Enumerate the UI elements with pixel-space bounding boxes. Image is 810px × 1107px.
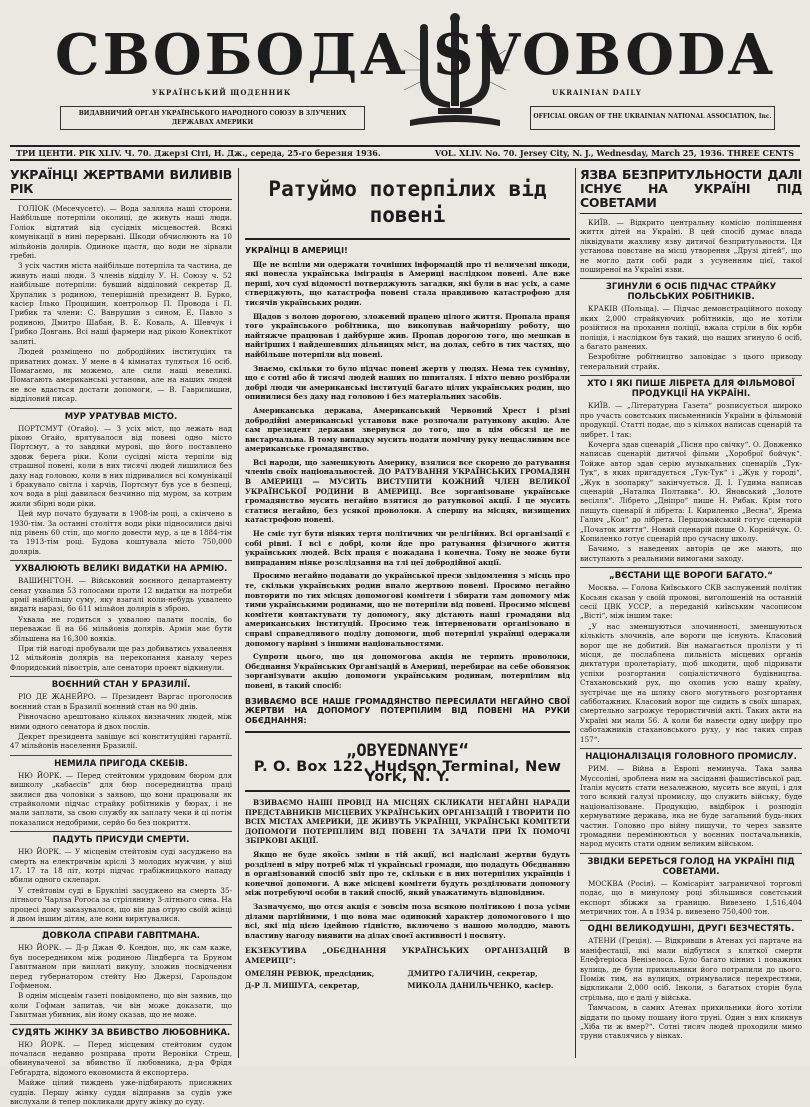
article-paragraph: РИМ. — Війна в Европі неминуча. Така заява Муссоліні, зроблена ним на засіданні фашистівської рад. Італія мусить стати незалежною, мусить все вкупі, і для того всякий галузі промислу, що служить війську, буде націоналізоване. Продукцію, ввідбірок і розподіл кермуватиме держава, яка не буде загальний будь-яких частин. Головно про війну пишучи, то через завзяте громадяни перемінюються у воєнних постачальників, народ мусить стати одним великим військом.	[580, 764, 802, 849]
appeal-paragraph: Просимо негайно подавати до української преси звідомлення з місць про те, скільки українських родин впало жертвою повені. Просимо негайно повторити по тих місцях допомогові комітети і збирати там допомогу між тими українськими родинами, що не потерпіли від повені. Просимо місцеві комітети контактувати ту допомогу, яку дістають наші громадяни від американських інституцій. Просимо теж інтервеновати організовано в справі справедливого поділу допомоги, щоб потерпілі українці одержали допомогу нарівні з іншими національностями.	[245, 571, 570, 648]
headline-homeless-children: ЯЗВА БЕЗПРИТУЛЬНОСТИ ДАЛІ ІСНУЄ НА УКРАЇНІ ПІД СОВЕТАМИ	[580, 168, 802, 214]
signature: Д-Р Л. МИШУГА, секретар,	[245, 981, 360, 991]
right-column	[580, 168, 802, 1058]
signatures	[245, 969, 570, 991]
headline-scabs: НЕМИЛА ПРИГОДА СКЕБІВ.	[10, 755, 232, 769]
divider	[245, 790, 570, 792]
signature: МИКОЛА ДАНИЛЬЧЕНКО, касієр.	[407, 981, 554, 991]
article-paragraph: КИЇВ. — Відкрито центральну комісію поліпшення життя дітей на Україні. В цей спосіб думає влада ліквідувати жахливу язву дитячої безпритульности. Ця установа повстане на місці утворення „Друзі дітей“, що не могло дати собі ради з усуненням цієї, такої поширеної на Україні язви.	[580, 218, 802, 275]
headline-woman-trial: СУДЯТЬ ЖІНКУ ЗА ВБИВСТВО ЛЮБОВНИКА.	[10, 1024, 232, 1038]
article-paragraph: МОСКВА (Росія). — Комісаріят заграничної торговлі подає, що в минулому році збільшився совєтський експорт збіжжя за границю. Вивезено 1,516,404 метричних тон. А в 1934 р. вивезено 750,400 тон.	[580, 878, 802, 916]
article-paragraph: КИЇВ. — „Літературна Газета“ розписується широко про участь совєтських письменників України в фільмовій продукції. Статті подає, що з кількох написав сценарій та либрет. І так:	[580, 401, 802, 439]
article-paragraph: Майже цілий тиждень уже-підбирають присяжних судців. Першу жінку суддя відправив за судів уже вислухали й тепер покликали другу жінку до суду.	[10, 1078, 232, 1107]
article-paragraph: У стейтовім суді в Брукліні засуджено на смерть 35-літнього Чарлза Рогоса за стрілянину 3-літнього сина. На процесі дому заказувалося, що він дав отрую своїй жінці й двом іншим дітям, але вони вирятувалися.	[10, 885, 232, 923]
headline-film-libretto: ХТО І ЯКІ ПИШЕ ЛІБРЕТА ДЛЯ ФІЛЬМОВОЇ ПРОДУКЦІЇ НА УКРАЇНІ.	[580, 375, 802, 399]
headline-army: УХВАЛЮЮТЬ ВЕЛИКІ ВИДАТКИ НА АРМІЮ.	[10, 560, 232, 574]
masthead-subtitle-uk: УКРАЇНСЬКИЙ ЩОДЕННИК	[152, 88, 292, 97]
headline-famine: ЗВІДКИ БЕРЕТЬСЯ ГОЛОД НА УКРАЇНІ ПІД СОВЕТАМИ.	[580, 853, 802, 877]
article-paragraph: Москва. — Голова Київського СКВ заслужений політик Косьян сказав у своїй промові, виголошеній на останній сесії ЦВК УССР, а переданій київським часописом „Вісті“, між іншим таке:	[580, 583, 802, 621]
headline-hauptmann: ДОВКОЛА СПРАВИ ГАВПТМАНА.	[10, 927, 232, 941]
headline-brazil: ВОЄННИЙ СТАН У БРАЗИЛІЇ.	[10, 676, 232, 690]
masthead-box-uk: ВИДАВНИЧИЙ ОРГАН УКРАЇНСЬКОГО НАРОДНОГО СОЮЗУ В ЗЛУЧЕНИХ ДЕРЖАВАХ АМЕРИКИ	[60, 106, 365, 130]
appeal-paragraph: Ще не вспіли ми одержати точнішиx інформацій про ті величезні шкоди, які понесла українська іміграція в Америці наслідком повені. Але вже перші, хоч сухі відомості потверджують загадки, які були в нас усіх, а саме стверджують, що катастрофа повені стала правдивою катастрофою для тисячів українських родин.	[245, 259, 570, 307]
dateline-uk: ТРИ ЦЕНТИ. РІК XLIV. Ч. 70. Джерзі Сіті, Н. Дж., середа, 25-го березня 1936.	[16, 148, 381, 158]
appeal-call: ВЗИВАЄМО ВСЕ НАШЕ ГРОМАДЯНСТВО ПЕРЕСИЛАТИ НЕГАЙНО СВОЇ ЖЕРТВИ НА ДОПОМОГУ ПОТЕРПІЛИМ ВІД ПОВЕНІ НА РУКИ ОБЄДНАННЯ:	[245, 696, 570, 725]
article-paragraph: ГОЛІОК (Месечусетс). — Вода залляла наші сторони. Найбільше потерпіли околиці, де живуть наші люди. Голіок відтятий від сусідніх місцевостей. Всякі комунікації в нині перервані. Шкоди обчислюють на 10 мільйонів долярів. Одиноке щастя, що води не зірвали гребні.	[10, 204, 232, 261]
article-paragraph: РІО ДЕ ЖАНЕЙРО. — Президент Варгас проголосив воєнний стан в Бразилії воєнний стан на 90 днів.	[10, 692, 232, 711]
article-paragraph: НЮ ЙОРК. — Перед стейтовим урядовим бюром для вишколу „кабаєсів“ для бюр посередництва праці звилися два чоловіки з заявою, що вони працювали як страйколоми підчас страйку робітників у бюрах, і не мали заплати, за свою службу як заплату чеки й ці потім показалися недобрими, серйо бо без покриття.	[10, 770, 232, 827]
appeal-body	[245, 246, 570, 991]
article-paragraph: Кочерга здав сценарій „Пісня про свічку“. О. Довженко написав сценарій дитячої фільми „Хороброї бойчук“. Тойже автор здав серію музыкальних сценаріїв „Тук-Тук“, в яких пригадується „Тук-Тук“ і „Жук у городі“, „Жук в зоопарку“ закінчується. Д. І. Гудима написав сценарій „Наталка Полтавка“. Ю. Яновський „Золоте весілля“. Лібрето „Дніпро“ пише Н. Рибак. Крім того пишуть сценарії й лібрета: І. Кириленко „Весна“, Ярема Галич „Кол“ до лібрета. Першомайський готує сценарій „Початок життя“. Новий сценарій пише О. Корнійчук. О. Копиленко готує сценарій про сучасну школу.	[580, 439, 802, 543]
article-paragraph: Тимчасом, в самих Атенах прихильники його хотіли віддати по цьому пошану його труні. Один з них кликнув „Хіба ти ж вмер?“. Сотні тисяч людей проходили мимо труни ставлячись у вінках.	[580, 1003, 802, 1041]
center-column	[245, 168, 570, 1058]
appeal-paragraph: ВЗИВАЄМО НАШІ ПРОВІД НА МІСЦЯХ СКЛИКАТИ НЕГАЙНІ НАРАДИ ПРЕДСТАВНИКІВ МІСЦЕВИХ УКРАЇНСЬКИХ ОРГАНІЗАЦІЙ І ТВОРИТИ ПО ВСІХ МІСТАХ АМЕРИКИ, ДЕ ЖИВУТЬ УКРАЇНЦІ, УКРАЇНСЬКІ КОМІТЕТИ ДОПОМОГИ ПОТЕРПІЛИМ ВІД ПОВЕНІ ТА ЗАЧАТИ ПРИ ЇХ ПОМОЧІ ЗБІРКОВІ АКЦІЇ.	[245, 798, 570, 846]
column-rule	[238, 168, 239, 1058]
article-paragraph: Бачимо, з наведених авторів це же мають, що виступають з реальними вимогами заходу.	[580, 544, 802, 563]
masthead-title-en: SVOBODA	[433, 22, 775, 88]
headline-flood-victims: УКРАЇНЦІ ЖЕРТВАМИ ВИЛИВІВ РІК	[10, 168, 232, 200]
appeal-paragraph: Якщо не буде якоїсь зміни в тій акції, всі надіслані жертви будуть розділені в міру потреб між ті українські громади, що подадуть Обєднанню в організований спосіб звіт про те, скільки є в них потерпілих українців і конечної допомоги. А вже місцеві комітети будуть розділювати допомогу між потребуючі особи в такий спосіб, який уважатимуть відповідним.	[245, 850, 570, 898]
article-paragraph: ВАШИНГТОН. — Військовий воєнного департаменту сенат ухвалив 53 голосами проти 12 видатки на потреби армії найбільшу суму, яку взагалі коли-небудь ухвалено видати наразі, бо 611 мільйон долярів в зброю.	[10, 576, 232, 614]
masthead-subtitle-en: UKRAINIAN DAILY	[552, 88, 642, 97]
article-paragraph: При тій нагоді пробували ще раз добиватись ухвалення 12 мільйонів долярів на перекопання каналу через Флоридський півострів, але сенатори проект відкинули.	[10, 644, 232, 672]
appeal-paragraph: Супроти цього, що ця допомогова акція не терпить проволоки, Обєднання Українських Організацій в Америці, перебирає на себе обовязок зорганізувати акцію допомоги українським родинам, потерпілим від повені, в такий спосіб:	[245, 652, 570, 690]
headline-enemies: „ВЄСТАНИ ЩЕ ВОРОГИ БАГАТО.“	[580, 567, 802, 581]
article-paragraph: ПОРТСМУТ (Огайо). — З усіх міст, що лежать над рікою Огайо, врятувалося від повені одно місто Портсмут, а то завдяки мурові, що його поставлено здовж берега ріки. Коли сусідні міста терпіли від страшної повені, коли в них тисячі людей лишилися без даху над головою, коли в них підривалися всі комунікації і бракувало світла і харчів, Портсмут був усе в безпеці, хоч вода в ріці давилася безчинно під муром, за котрим жили збірні води ріки.	[10, 423, 232, 508]
headline-wall: МУР УРАТУВАВ МІСТО.	[10, 408, 232, 422]
appeal-paragraph: Не сміє тут бути ніяких тертя політичних чи релігійних. Всі організації є собі рівні. І всі є добрі, коли йде про ратування фізичного життя українських людей. Всіх праця є пожадана і конечна. Тому не може бути випраданим ніяке розслідзання на тлі цеї добродійної акції.	[245, 529, 570, 567]
article-paragraph: Декрет президента завішує всі конституційні гарантії. 47 мільйонів населення Бразилії.	[10, 731, 232, 751]
article-paragraph: Цей мур почато будувати в 1908-ім році, а скінчено в 1930-тім. За останні століття води ріки підносилися двічі під рівень 60 стіп, що могло довести мур, а це в 1884-тім та 1913-тім році. Будова коштувала місто 750,000 долярів.	[10, 509, 232, 556]
masthead-box-en: OFFICIAL ORGAN OF THE UKRAINIAN NATIONAL ASSOCIATION, Inc.	[530, 106, 775, 130]
article-paragraph: В однім місцевім газеті повідомлено, що він заявив, що коли Гофман запитав, чи він може доказати, що Гавптман убивник, він йому сказав, що не може.	[10, 991, 232, 1020]
article-paragraph: Безробітне робітництво заповідає з цього приводу генеральний страйк.	[580, 352, 802, 371]
masthead	[40, 8, 775, 140]
article-paragraph: НЮ ЙОРК. — Д-р Джан Ф. Кондон, що, як сам каже, був посередником між родиною Ліндберга та Бруном Гавптманом при виплаті викупу, зложив посвідчення перед губернатором стейту Ню Джерзі, Гарольдом Гофменом.	[10, 943, 232, 991]
column-rule	[575, 168, 576, 1058]
appeal-paragraph: Всі народи, що замешкують Америку, взялися все скорено до ратування членів своїх національностей. ДО РАТУВАННЯ УКРАЇНСЬКИХ ГРОМАДЯН В АМЕРИЦІ — МУСИТЬ ВИСТУПИТИ КОЖНИЙ ЧЛЕН ВЕЛИКОЇ УКРАЇНСЬКОЇ РОДИНИ В АМЕРИЦІ. Все зорганізоване українське громадянство мусить негайно взятися до ратункової акції. І це мусить статися негайно, без усякої проволоки. А спершу на місцях, визищених катастрофою повені.	[245, 457, 570, 525]
appeal-paragraph: Знаємо, скільки то було підчас повені жертв у людях. Нема тек сумніву, що є сотні або й тисячі людей наших по шпиталях. І ніхто певно розібрали добрі люди чи американські інституції багато цілих українських родин, що опинилися без даху над головою і без матеріальних засобів.	[245, 363, 570, 402]
signature: ОМЕЛЯН РЕВЮК, предсідник,	[245, 968, 375, 978]
article-paragraph: НЮ ЙОРК. — Перед місцевим стейтовим судом почалася недавно розправа проти Вероніки Стреш, обвинуваченої за вбивство її любовника, д-ра Фрідя Гебгардта, відомого економиста й експортера.	[10, 1039, 232, 1077]
org-address: P. O. Box 122. Hudson Terminal, New York, N. Y.	[253, 758, 562, 785]
appeal-lead: УКРАЇНЦІ В АМЕРИЦІ!	[245, 246, 348, 255]
appeal-title: Ратуймо потерпілих від повені	[268, 177, 547, 227]
article-paragraph: АТЕНИ (Греція). — Відкривши в Атенах усі партаче на маніфестації, які мали відбутися з кляткої смерти Елефтеріоса Венізелоса. Було багато кінних і поважних вулиць, де були прихильники його потрапили до цього. Поміж тим, на вулицях, отримувалися перехрестями, відкликали 2,000 осіб. Інколи, з багатьох сторін була стрільна, що є далі у війська.	[580, 936, 802, 1002]
article-paragraph: „У нас зменшуються злочинності, зменшуються кількість злочинів, але вороги ще існують. Класовий ворог ще не добитий. Він намагається пролізти у ті місця, де послаблена пильність місцевих органів диктатури пролетаріату, щоб шкодити, щоб підривати успіхи розгортання соціалістичного будівництва. Стахановський рух, що охопив усю нашу країну, зустрічає ще на шляху свого могутнього розгортання сабботажних. Класовий ворог ще сидить в своїх шпарах, смертельно загрожує терористичній акті. Таких акти на Україні ми мали 56. А коли би навести одну цифру про саботажників стахановського руху, у нас таких справ 157“.	[580, 621, 802, 744]
left-column	[10, 167, 232, 1107]
appeal-paragraph: Щадов з волою дорогою, зложений працею цілого життя. Пропала праця того українського робітника, що викопував найчорнішу роботу, що найтяжче працював і дайбурше жив. Пропав дорогою того, що мешкав в найгірших і найдешевших дільницях міст, на долах, себто в тих частях, що найбільше потерпіли від повені.	[245, 311, 570, 359]
headline-death-sentences: ПАДУТЬ ПРИСУДИ СМЕРТИ.	[10, 831, 232, 845]
masthead-title-uk: СВОБОДА	[55, 22, 409, 88]
headline-polish-strike: ЗГИНУЛИ 6 ОСІБ ПІДЧАС СТРАЙКУ ПОЛЬСЬКИХ РОБІТНИКІВ.	[580, 278, 802, 302]
headline-athens: ОДНІ ВЕЛИКОДУШНІ, ДРУГІ БЕЗЧЕСТЯТЬ.	[580, 920, 802, 934]
article-paragraph: НЮ ЙОРК. — У місцевім стейтовім суді засуджено на смерть на електричнім кріслі 3 молодих мужчин, у віці 17, 17 та 18 літ, котрі підчас грабіжницького нападу вбили одного склепаря.	[10, 847, 232, 885]
article-paragraph: КРАКІВ (Польща). — Підчас демонстраційного походу яких 2,000 страйкуючих робітників, що не хотіли розійтися на прохання поліції, вжала стріли в бік юрби поліція, і наслідком був такий, що наших згинуло 6 осіб, а багато ранених.	[580, 304, 802, 352]
signature-title: ЕКЗЕКУТИВА „ОБЄДНАННЯ УКРАЇНСЬКИХ ОРГАНІЗАЦІЙ В АМЕРИЦІ“:	[245, 946, 570, 965]
article-paragraph: Людей розміщено по добродійних інституціях та приватних домах. У мене в 4 кімнатах туляться 16 осіб. Помагаємо, як можемо, але сили наші невеликі. Помагають американські установи, але на наших людей не все вдається достати допомоги, — В. Гаврилишин, відділовий писар.	[10, 347, 232, 404]
dateline-en: VOL. XLIV. No. 70. Jersey City, N. J., Wednesday, March 25, 1936. THREE CENTS	[434, 148, 794, 158]
article-paragraph: З усіх частин міста найбільше потерпіла та частина, де живуть наші люди. З членів відділу У. Н. Союзу ч. 52 найбільше потерпіли: бувший відділовий секретар Д. Хрупалик з родиною, теперішній президент В. Бурко, касієр Ілько Процишин, контрольор П. Провода і П. Грибик та члени: С. Ванрушин з сином, Е. Павло з родиною, Дмитро Шабан, В. Е. Коваль, А. Шевчук і Грибко Довгань. Всі наші фармери над рікою Конектікот залиті.	[10, 261, 232, 346]
dateline	[10, 145, 800, 161]
divider	[245, 238, 570, 240]
article-paragraph: Ухвала не годиться з ухвалою палати послів, бо переважає її на 66 мільйонів долярів. Армія має бути збільшена на 16,300 вояків.	[10, 614, 232, 643]
appeal-paragraph: Зазначуємо, що отся акція є зовсім поза всякою політикою і поза усіми ділами партійними, і що вона має одинокий характер допомогового і що всі, які під цією ідейною гідністю, включено з нашою молоддю, мають властиву нагоду виявити на ділах своєї активності і посвяту.	[245, 902, 570, 940]
divider	[245, 731, 570, 733]
article-paragraph: Рівночасно арештовано кількох визначних людей, між ними одного сенатора й двох послів.	[10, 712, 232, 731]
org-name: „OBYEDNANYE“	[346, 741, 469, 762]
headline-nationalization: НАЦІОНАЛІЗАЦІЯ ГОЛОВНОГО ПРОМИСЛУ.	[580, 748, 802, 762]
appeal-paragraph: Американська держава, Американський Червоний Хрест і різні добродійні американські установи вже розпочали ратункову акцію. Але сам президент держави звернувся до того, що в цім обсязі це не вистарчальна. В тому випадку мусить подати помічну руку нещасливим все американське громадянство.	[245, 405, 570, 454]
signature: ДМИТРО ГАЛИЧИН, секретар,	[407, 968, 538, 978]
